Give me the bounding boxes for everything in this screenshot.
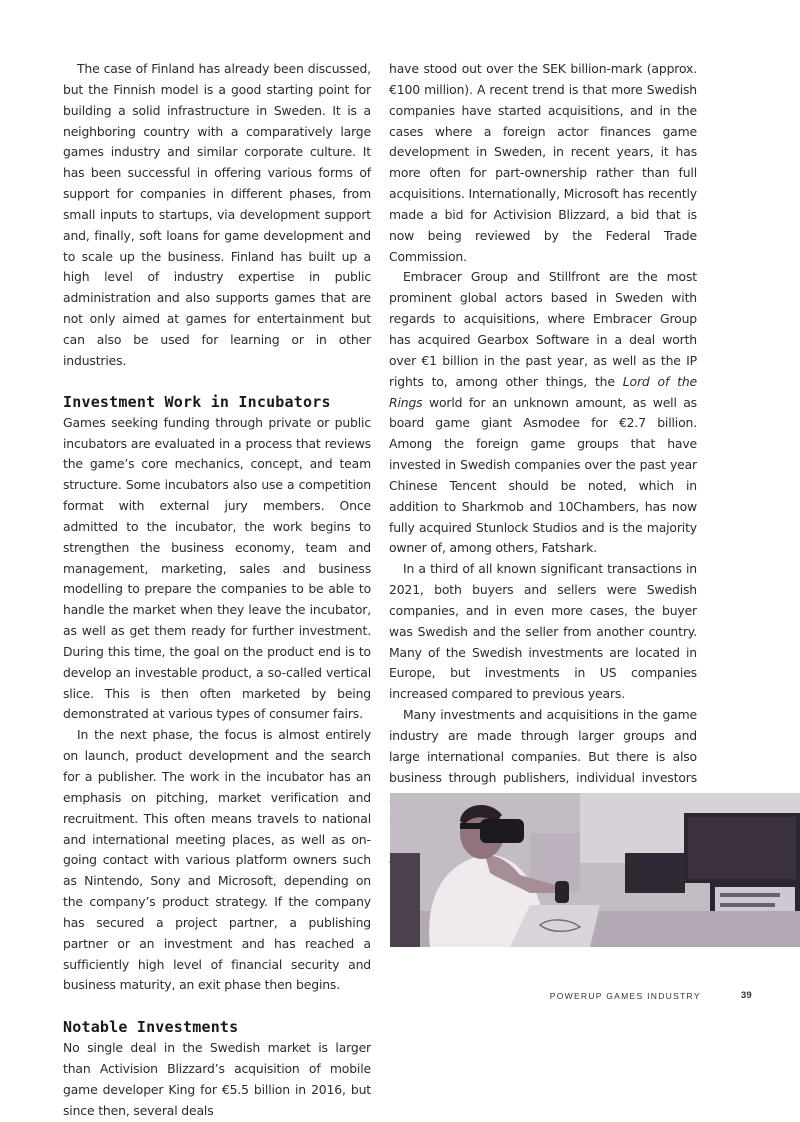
body-paragraph: No single deal in the Swedish market is larger than Activision Blizzard’s acquisition of mobile game developer King for €5.5 billion in 2016, but since then, several deals xyxy=(63,1040,371,1118)
page-number: 39 xyxy=(740,990,752,1001)
vr-headset-photo xyxy=(390,793,800,947)
section-heading-incubators: Investment Work in Incubators xyxy=(63,392,331,411)
italic-title: Lord of the Rings xyxy=(389,373,697,410)
body-paragraph xyxy=(389,267,697,559)
body-paragraph: have stood out over the SEK billion-mark (approx. €100 million). A recent trend is that more Swedish companies have started acquisitions, and in the cases where a foreign actor finances game development in Sweden, in recent years, it has more often for part-ownership rather than full acquisitions. Internationally, Microsoft has recently made a bid for Activision Blizzard, a bid that is now being reviewed by the Federal Trade Commission. xyxy=(389,61,697,264)
left-column xyxy=(63,59,371,1122)
text-run: Embracer Group and Stillfront are the most prominent global actors based in Sweden with regards to acquisitions, where Embracer Group has acquired Gearbox Software in a deal worth over €1 billion in the past year, as well as the IP rights to, among other things, the xyxy=(389,269,697,389)
section-heading-notable-investments: Notable Investments xyxy=(63,1018,239,1037)
text-run: world for an unknown amount, as well as board game giant Asmodee for €2.7 billion. Among the foreign game groups that have invested in Swedish companies over the past year Chinese Tencent should be noted, which in addition to Sharkmob and 10Chambers, has now fully acquired Stunlock Studios and is the majority owner of, among others, Fatshark. xyxy=(389,394,697,556)
body-paragraph: Games seeking funding through private or public incubators are evaluated in a process that reviews the game’s core mechanics, concept, and team structure. Some incubators also use a competition format with external jury members. Once admitted to the incubator, the work begins to strengthen the business economy, team and management, marketing, sales and business modelling to prepare the companies to be able to handle the market when they leave the incubator, as well as get them ready for further investment. During this time, the goal on the product end is to develop an investable product, a so-called vertical slice. This is then often marketed by being demonstrated at various types of consumer fairs. xyxy=(63,414,371,722)
right-column xyxy=(389,59,697,914)
body-paragraph: In a third of all known significant transactions in 2021, both buyers and sellers were Swedish companies, and in even more cases, the buyer was Swedish and the seller from another country. Many of the Swedish investments are located in Europe, but investments in US companies increased compared to previous years. xyxy=(389,561,697,702)
person-wearing-vr-headset-icon xyxy=(390,793,800,947)
publication-name: POWERUP GAMES INDUSTRY xyxy=(549,990,701,1001)
body-paragraph: In the next phase, the focus is almost entirely on launch, product development and the search for a publisher. The work in the incubator has an emphasis on pitching, market verification and recruitment. This often means travels to national and international meeting places, as well as ongoing contact with various platform owners such as Nintendo, Sony and Microsoft, depending on the company’s product strategy. If the company has secured a project partner, a publishing partner or an investment and has reached a sufficiently high level of financial security and business maturity, an exit phase then begins. xyxy=(63,727,371,993)
body-paragraph: Many investments and acquisitions in the game industry are made through larger groups and large international companies. But there is also business through publishers, individual investors xyxy=(389,707,697,785)
body-paragraph: The case of Finland has already been discussed, but the Finnish model is a good starting point for building a solid infrastructure in Sweden. It is a neighboring country with a comparatively large games industry and similar corporate culture. It has been successful in offering various forms of support for companies in different phases, from small inputs to startups, via development support and, finally, soft loans for game development and to scale up the business. Finland has built up a high level of industry expertise in public administration and also supports games that are not only aimed at games for entertainment but can also be used for learning or in other industries. xyxy=(63,61,371,368)
page-footer xyxy=(550,990,752,1001)
